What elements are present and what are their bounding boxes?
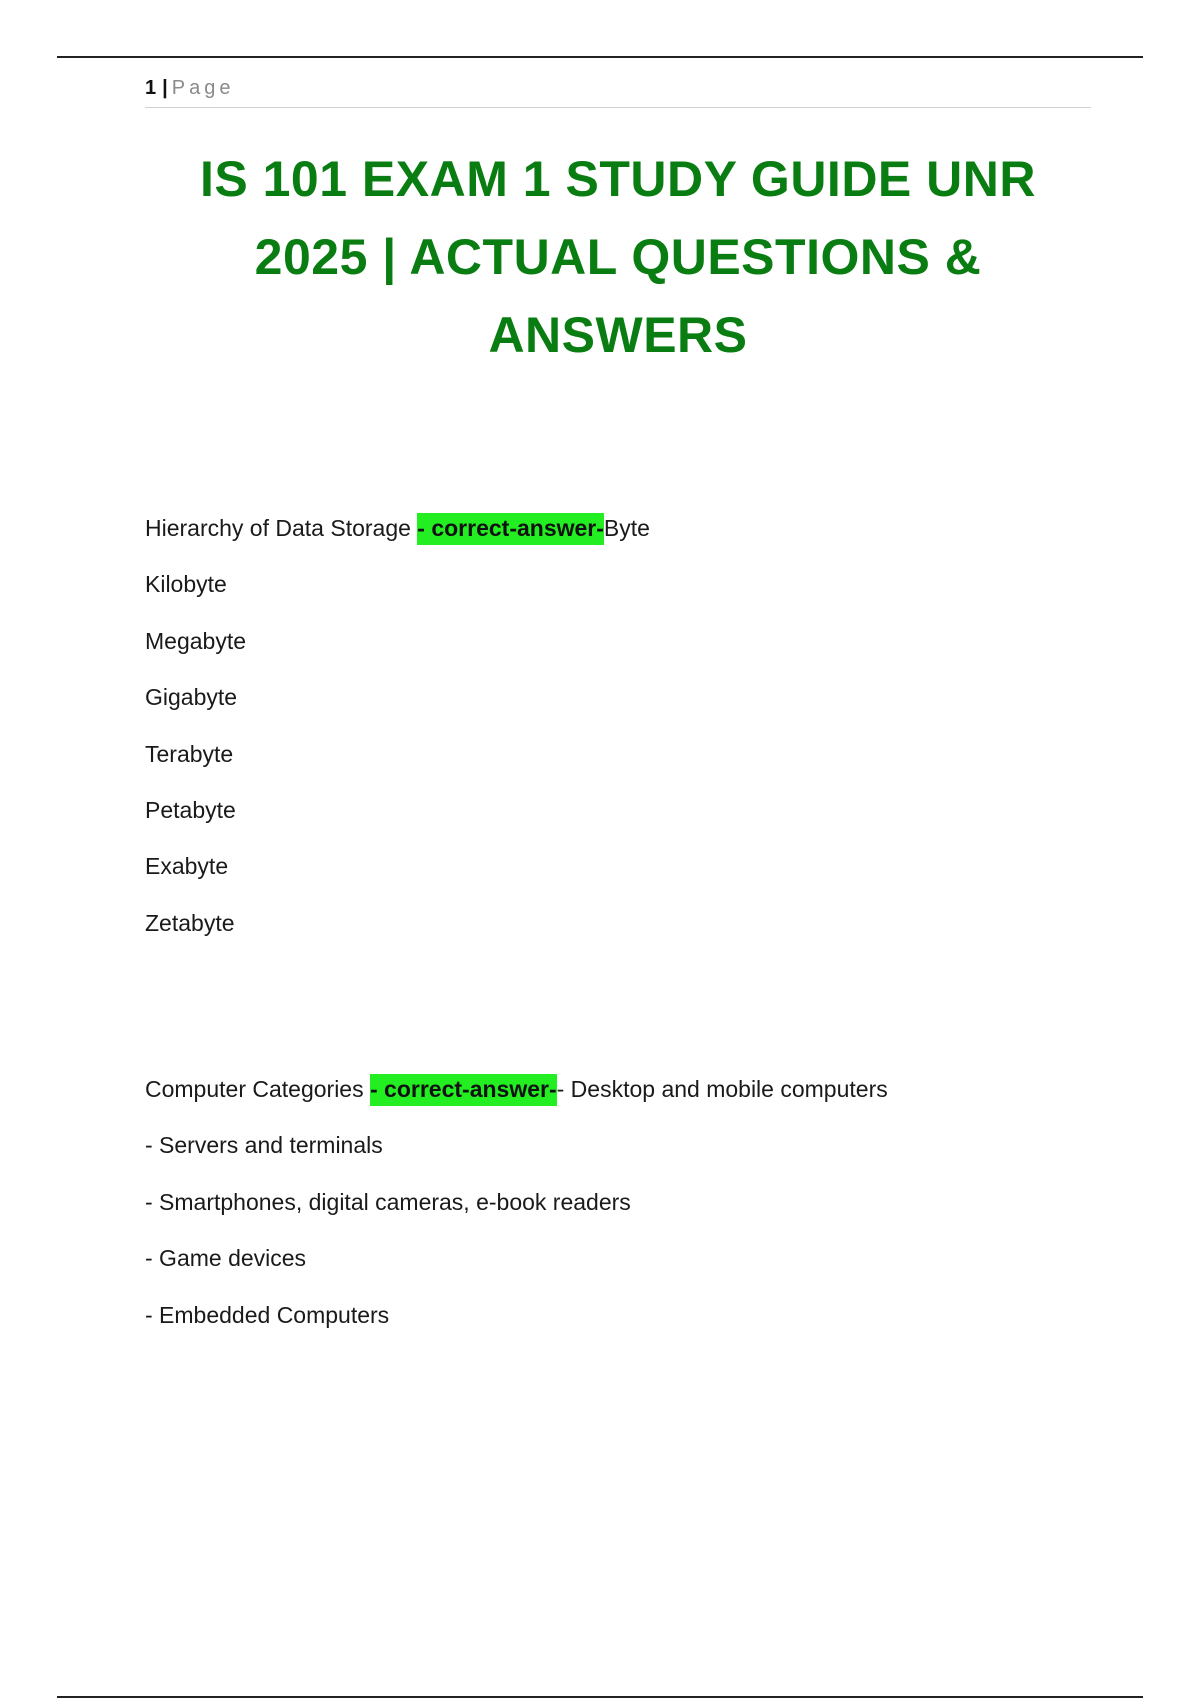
question-line xyxy=(145,1075,1145,1103)
answer-line: Kilobyte xyxy=(145,571,227,598)
answer-line: Terabyte xyxy=(145,740,234,767)
question-line xyxy=(145,514,1145,542)
title-line-3: ANSWERS xyxy=(488,307,748,363)
correct-answer-marker: - correct-answer- xyxy=(417,513,604,545)
answer-text: Byte xyxy=(603,515,650,541)
page-separator: | xyxy=(162,77,168,99)
answer-line: - Smartphones, digital cameras, e-book readers xyxy=(145,1188,631,1215)
answer-line: Petabyte xyxy=(145,796,236,823)
answer-line: Megabyte xyxy=(145,627,247,654)
top-border-rule xyxy=(57,56,1143,58)
answer-line: - Servers and terminals xyxy=(145,1132,383,1159)
qa-item-data-storage xyxy=(145,514,1145,937)
qa-item-computer-categories xyxy=(145,1075,1145,1329)
page-number: 1 xyxy=(145,77,157,99)
document-title xyxy=(120,140,1116,374)
answer-line: Exabyte xyxy=(145,853,229,880)
answer-line: Gigabyte xyxy=(145,684,238,711)
question-text: Computer Categories xyxy=(145,1076,370,1102)
answer-line: Zetabyte xyxy=(145,909,235,936)
answer-text: - Desktop and mobile computers xyxy=(556,1076,888,1102)
question-text: Hierarchy of Data Storage xyxy=(145,515,418,541)
page-label: Page xyxy=(171,77,235,99)
bottom-border-rule xyxy=(57,1696,1143,1698)
page-header xyxy=(145,74,1091,108)
correct-answer-marker: - correct-answer- xyxy=(370,1074,557,1106)
answer-line: - Game devices xyxy=(145,1245,307,1272)
title-line-1: IS 101 EXAM 1 STUDY GUIDE UNR xyxy=(199,151,1036,207)
title-line-2: 2025 | ACTUAL QUESTIONS & xyxy=(254,229,982,285)
answer-line: - Embedded Computers xyxy=(145,1301,390,1328)
